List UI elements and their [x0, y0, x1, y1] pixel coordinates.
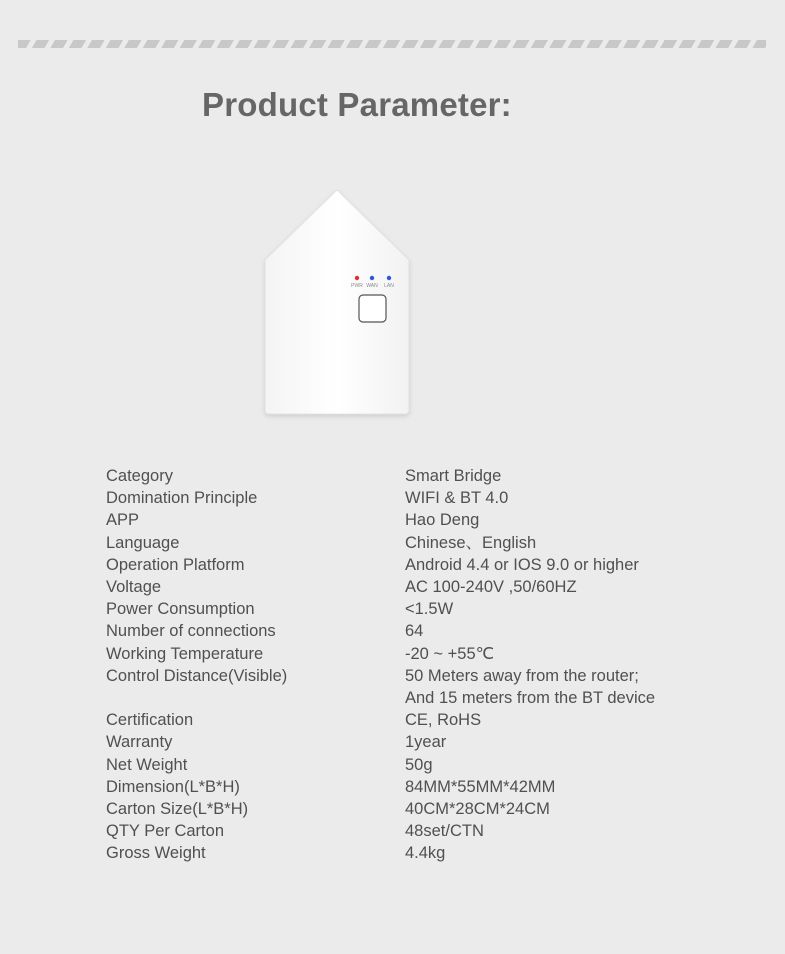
param-label: Net Weight [106, 755, 188, 774]
param-value: -20 ~ +55℃ [405, 644, 495, 663]
param-row [106, 776, 706, 798]
param-label: Voltage [106, 578, 162, 597]
param-row [106, 598, 706, 620]
param-row [106, 554, 706, 576]
param-row [106, 532, 706, 554]
param-row [106, 842, 706, 864]
param-label [106, 687, 405, 709]
param-row [106, 643, 706, 665]
param-label: APP [106, 511, 140, 530]
parameter-table [106, 465, 706, 865]
param-value: Android 4.4 or IOS 9.0 or higher [405, 555, 639, 574]
param-value: And 15 meters from the BT device [405, 689, 656, 708]
param-label: Power Consumption [106, 600, 255, 619]
param-row [106, 820, 706, 842]
param-label: Number of connections [106, 622, 276, 641]
led-lan-icon [387, 276, 391, 280]
param-label: Control Distance(Visible) [106, 666, 288, 685]
param-label: Dimension(L*B*H) [106, 777, 240, 796]
param-row [106, 620, 706, 642]
param-value: 4.4kg [405, 844, 446, 863]
param-value: 84MM*55MM*42MM [405, 777, 556, 796]
param-row [106, 709, 706, 731]
param-label: QTY Per Carton [106, 822, 224, 841]
param-label: Operation Platform [106, 555, 245, 574]
param-row [106, 754, 706, 776]
led-wan-icon [370, 276, 374, 280]
param-value: AC 100-240V ,50/60HZ [405, 578, 577, 597]
device-housing [265, 190, 409, 414]
smart-bridge-device-illustration [258, 186, 416, 422]
param-label: Working Temperature [106, 644, 264, 663]
param-label: Domination Principle [106, 489, 258, 508]
param-label: Gross Weight [106, 844, 206, 863]
param-row [106, 576, 706, 598]
param-row [106, 665, 706, 687]
led-label: WAN [366, 283, 378, 289]
param-row [106, 731, 706, 753]
led-label: PWR [351, 283, 363, 289]
device-button [359, 295, 386, 322]
param-label: Language [106, 533, 180, 552]
param-value: Hao Deng [405, 511, 480, 530]
param-value: 40CM*28CM*24CM [405, 800, 550, 819]
param-label: Certification [106, 711, 194, 730]
param-row [106, 465, 706, 487]
param-label: Category [106, 467, 173, 485]
param-value: <1.5W [405, 600, 454, 619]
decorative-stripe-bar [18, 40, 766, 48]
param-value: WIFI & BT 4.0 [405, 489, 509, 508]
param-value: 50g [405, 755, 433, 774]
product-image [258, 186, 416, 422]
param-label: Carton Size(L*B*H) [106, 800, 249, 819]
param-value: Chinese、English [405, 533, 537, 552]
param-row [106, 509, 706, 531]
param-value: CE, RoHS [405, 711, 482, 730]
page-title: Product Parameter: [202, 86, 512, 123]
param-value: 1year [405, 733, 447, 752]
param-value: 50 Meters away from the router; [405, 666, 639, 685]
led-pwr-icon [355, 276, 359, 280]
led-label: LAN [384, 283, 394, 289]
indicator-leds [351, 276, 394, 289]
param-value: 48set/CTN [405, 822, 484, 841]
param-label: Warranty [106, 733, 173, 752]
param-row [106, 487, 706, 509]
param-value: 64 [405, 622, 424, 641]
param-row [106, 798, 706, 820]
param-value: Smart Bridge [405, 467, 502, 485]
param-row [106, 687, 706, 709]
